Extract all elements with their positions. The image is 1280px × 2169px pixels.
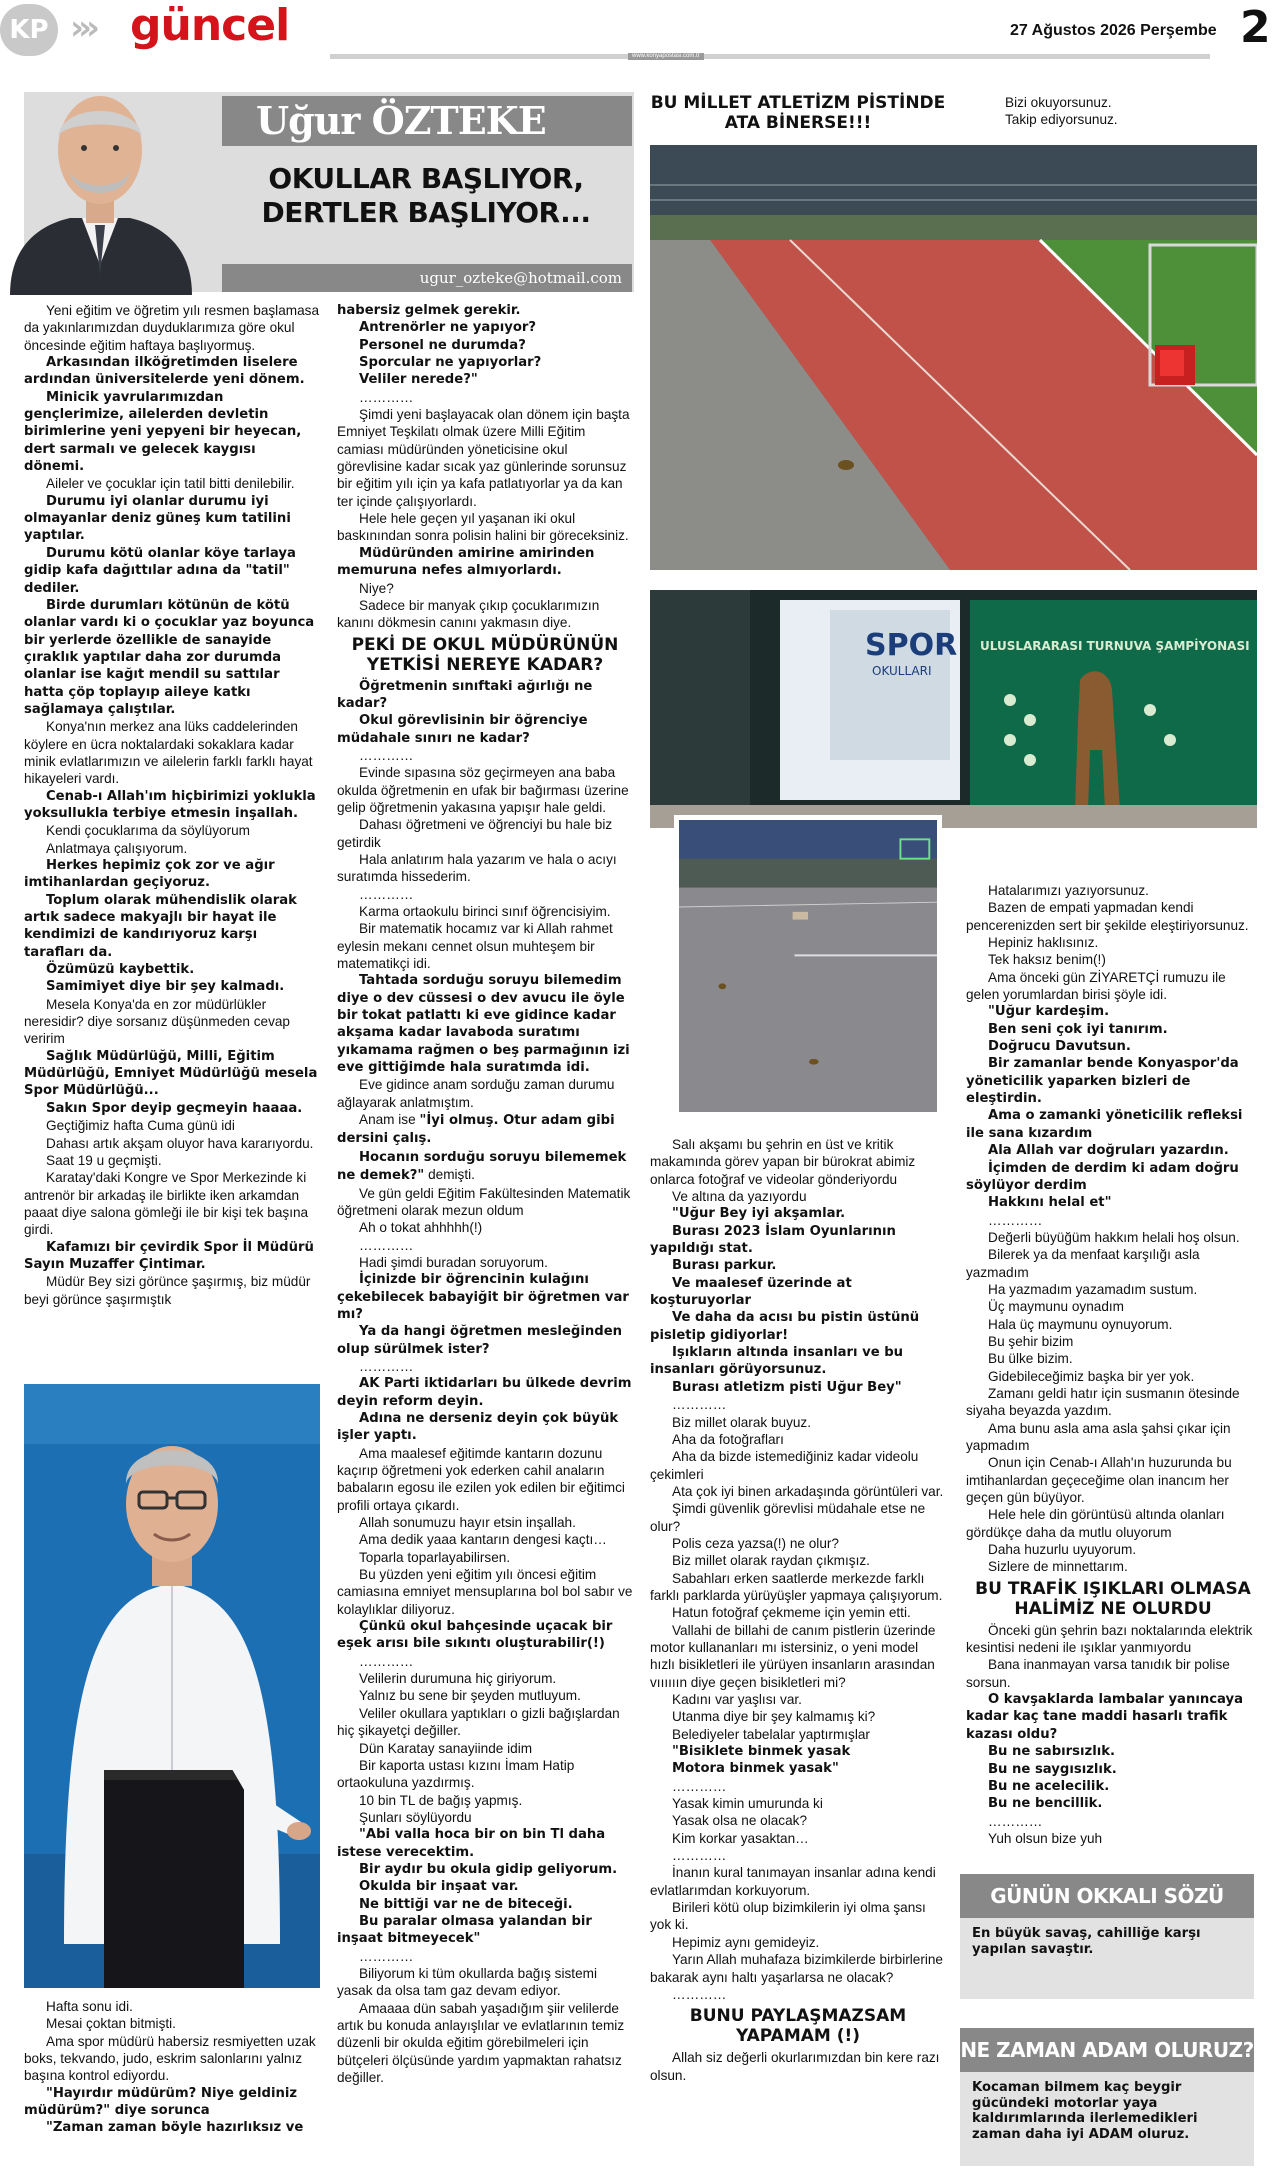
paragraph: Ah o tokat ahhhhh(!) — [359, 1220, 483, 1236]
paragraph: Birde durumları kötünün de kötü olanlar vardı ki o çocuklar yaz boyunca bir yerlerde özellikle de sanayide çıraklık yaptılar daha zor durumda olanlar ise kağıt mendil su sattılar hatta çöp toplayıp aileye katkı sağlamaya çalıştılar. — [24, 597, 315, 717]
paragraph: Ya da hangi öğretmen mesleğinden olup sürülmek ister? — [337, 1324, 623, 1357]
paragraph: Ama spor müdürü habersiz resmiyetten uzak boks, tekvando, judo, eskrim salonlarını yalnız başına kontrol ediyordu. — [24, 2033, 316, 2084]
paragraph: Sporcular ne yapıyorlar? — [359, 355, 542, 371]
paragraph: Durumu iyi olanlar durumu iyi olmayanlar deniz güneş kum tatilini yaptılar. — [24, 493, 291, 544]
quote-box-text: En büyük savaş, cahilliğe karşı yapılan savaştır. — [960, 1918, 1254, 1999]
paragraph: Samimiyet diye bir şey kalmadı. — [46, 979, 285, 995]
paragraph: Birileri kötü olup bizimkilerin iyi olma şansı yok ki. — [650, 1900, 926, 1933]
paragraph: Karatay'daki Kongre ve Spor Merkezinde ki antrenör bir arkadaş ile birlikte iken arkamdan paaat diye salona gömleği ile bir kişi tek başına girdi. — [24, 1170, 309, 1238]
paragraph: Takip ediyorsunuz. — [1005, 112, 1118, 128]
paragraph: Ama dedik yaaa kantarın dengesi kaçtı… — [359, 1532, 607, 1548]
paragraph: Dahası artık akşam oluyor hava kararıyordu. — [46, 1135, 314, 1151]
wall-sign-okullari: OKULLARI — [872, 664, 932, 678]
paragraph: Hakkını helal et" — [988, 1195, 1112, 1211]
paragraph: Aha da fotoğrafları — [672, 1431, 784, 1447]
paragraph: Evinde sıpasına söz geçirmeyen ana baba okulda öğretmenin en ufak bir bağırması üzerine gelip öğretmenin yakasına yapışır hale geldi. — [337, 765, 629, 815]
paragraph: Önceki gün şehrin bazı noktalarında elektrik kesintisi nedeni ile ışıklar yanmıyordu — [966, 1622, 1253, 1656]
subheading: BUNU PAYLAŞMAZSAM YAPAMAM (!) — [689, 2006, 907, 2047]
track-photo — [650, 145, 1257, 570]
paragraph: Şunları söylüyordu — [359, 1809, 472, 1825]
paragraph: Tek haksız benim(!) — [988, 952, 1106, 968]
paragraph: Sizlere de minnettarım. — [988, 1559, 1128, 1575]
paragraph: Salı akşamı bu şehrin en üst ve kritik makamında görev yapan bir bürokrat abimiz onlarca fotoğraf ve videolar gönderiyordu — [650, 1137, 916, 1187]
paragraph: Anlatmaya çalışıyorum. — [46, 840, 188, 856]
quote-of-the-day-box — [960, 1874, 1254, 1999]
paragraph: Veliler nerede?" — [359, 372, 478, 388]
paragraph: ………… — [359, 886, 414, 902]
paragraph: ………… — [359, 1653, 414, 1669]
paragraph: Ha yazmadım yazamadım sustum. — [988, 1281, 1198, 1297]
paragraph: İçimden de derdim ki adam doğru söylüyor derdim — [966, 1160, 1239, 1193]
paragraph: Müdüründen amirine amirinden memuruna nefes almıyorlardı. — [337, 545, 595, 579]
paragraph: Onun için Cenab-ı Allah'ın huzurunda bu imtihanlardan geçeceğime olan inancım her geçen gün büyüyor. — [966, 1455, 1232, 1506]
paragraph: Hatalarımızı yazıyorsunuz. — [988, 883, 1149, 898]
paragraph: Bu şehir bizim — [988, 1333, 1074, 1349]
paragraph: "Bisiklete binmek yasak — [672, 1744, 851, 1760]
paragraph: Hele hele geçen yıl yaşanan iki okul baskınından sonra polisin halini bir göreceksiniz. — [337, 511, 629, 544]
paragraph: Dün Karatay sanayiinde idim — [359, 1740, 533, 1756]
paragraph: Yalnız bu sene bir şeyden mutluyum. — [359, 1688, 581, 1704]
site-url: www.konyapostasi.com.tr — [628, 53, 704, 60]
paragraph: Ama önceki gün ZİYARETÇİ rumuzu ile gelen yorumlardan birisi şöyle idi. — [966, 969, 1226, 1003]
paragraph: Kadını var yaşlısı var. — [672, 1692, 802, 1707]
wall-sign-championship: ULUSLARARASI TURNUVA ŞAMPİYONASI — [980, 639, 1250, 653]
paragraph: İnanın kural tanımayan insanlar adına kendi evlatlarımdan korkuyorum. — [650, 1865, 936, 1898]
paragraph: Özümüzü kaybettik. — [46, 962, 195, 978]
paragraph: Okulda bir inşaat var. — [359, 1879, 519, 1895]
paragraph: habersiz gelmek gerekir. — [337, 303, 521, 318]
paragraph: Gidebileceğimiz başka bir yer yok. — [988, 1368, 1195, 1384]
paragraph: Durumu kötü olanlar köye tarlaya gidip kafa dağıttılar adına da "tatil" dediler. — [24, 545, 296, 596]
paragraph: Mesai çoktan bitmişti. — [46, 2016, 176, 2032]
paragraph: Bu ne acelecilik. — [988, 1778, 1110, 1794]
paragraph: Ve gün geldi Eğitim Fakültesinden Matematik öğretmeni olarak mezun oldum — [337, 1185, 631, 1218]
paragraph: Kim korkar yasaktan… — [672, 1830, 809, 1846]
paragraph: Sadece bir manyak çıkıp çocuklarımızın kanını dökmesin canını yakmasın diye. — [337, 597, 600, 631]
paragraph: 10 bin TL de bağış yapmış. — [359, 1792, 523, 1808]
paragraph: Biz millet olarak buyuz. — [672, 1414, 812, 1430]
paragraph: Çünkü okul bahçesinde uçacak bir eşek arısı bile sıkıntı oluşturabilir(!) — [337, 1619, 613, 1652]
paragraph: Yeni eğitim ve öğretim yılı resmen başlamasa da yakınlarımızdan duyduklarımıza göre okul öncesinde eğitim haftaya başlıyormuş. — [24, 303, 320, 353]
paragraph: Hele hele din görüntüsü altında olanları gördükçe daha da mutlu oluyorum — [966, 1507, 1225, 1540]
sport-director-photo — [24, 1384, 320, 1988]
paragraph: Antrenörler ne yapıyor? — [359, 320, 537, 336]
column-1-top — [24, 302, 320, 1372]
paragraph: Okul görevlisinin bir öğrenciye müdahale sınırı ne kadar? — [337, 713, 588, 746]
paragraph: Şimdi yeni başlayacak olan dönem için başta Emniyet Teşkilatı olmak üzere Milli Eğitim camiası müdüründen yöneticisine okul görevlisine kadar sıcak yaz günlerinde sorunsuz bir eğitim yılı için ya kafa patlatıyorlar ya da kan ter içinde çalışıyorlardı. — [337, 407, 630, 509]
paragraph: ………… — [672, 1986, 727, 2002]
paragraph: Hepiniz haklısınız. — [988, 935, 1099, 951]
paragraph: O kavşaklarda lambalar yanıncaya kadar kaç tane maddi hasarlı trafik kazası oldu? — [966, 1692, 1244, 1742]
paragraph: Eve gidince anam sorduğu zaman durumu ağlayarak anlatmıştım. — [337, 1077, 615, 1110]
paragraph: "Abi valla hoca bir on bin Tl daha istese verecektim. — [337, 1827, 606, 1860]
author-name: Uğur ÖZTEKE — [222, 96, 632, 146]
paragraph: Cenab-ı Allah'ım hiçbirimizi yoklukla yoksullukla terbiye etmesin inşallah. — [24, 788, 316, 821]
paragraph: Polis ceza yazsa(!) ne olur? — [672, 1535, 839, 1551]
paragraph: Biz millet olarak raydan çıkmışız. — [672, 1553, 870, 1569]
paragraph: Bir aydır bu okula gidip geliyorum. — [359, 1861, 618, 1877]
column-3 — [650, 1136, 946, 2166]
paragraph: Utanma diye bir şey kalmamış ki? — [672, 1709, 876, 1725]
paragraph: ………… — [359, 1358, 414, 1374]
paragraph: Sakın Spor deyip geçmeyin haaaa. — [46, 1100, 303, 1116]
paragraph: Hafta sonu idi. — [46, 1999, 133, 2014]
paragraph: Değerli büyüğüm hakkım helali hoş olsun. — [988, 1229, 1240, 1245]
paragraph: ………… — [672, 1778, 727, 1794]
paragraph: Bazen de empati yapmadan kendi pencerenizden sert bir şekilde eleştiriyorsunuz. — [966, 900, 1249, 933]
paragraph: Bana inanmayan varsa tanıdık bir polise sorsun. — [966, 1657, 1230, 1690]
paragraph: Burası 2023 İslam Oyunlarının yapıldığı stat. — [650, 1223, 896, 1257]
paragraph: Hatun fotoğraf çekmeme için yemin etti. — [672, 1605, 911, 1621]
paragraph: Zamanı geldi hatır için susmanın ötesinde siyaha beyazda yazdım. — [966, 1385, 1240, 1419]
paragraph: ………… — [359, 747, 414, 763]
paragraph: ………… — [359, 389, 414, 405]
paragraph: Adına ne derseniz deyin çok büyük işler yaptı. — [337, 1410, 619, 1444]
author-photo — [0, 50, 200, 295]
paragraph: Yasak kimin umurunda ki — [672, 1796, 823, 1812]
paragraph: AK Parti iktidarları bu ülkede devrim deyin reform deyin. — [337, 1376, 632, 1409]
paragraph: Velilerin durumuna hiç giriyorum. — [359, 1671, 557, 1687]
paragraph: Ben seni çok iyi tanırım. — [988, 1021, 1168, 1037]
paragraph: Sabahları erken saatlerde merkezde farklı farklı parklarda yürüyüşler yapmaya çalışıyorum. — [650, 1570, 943, 1603]
paragraph: "Uğur kardeşim. — [988, 1004, 1110, 1020]
paragraph: Bu ülke bizim. — [988, 1351, 1073, 1367]
paragraph: Allah sonumuzu hayır etsin inşallah. — [359, 1515, 576, 1531]
paragraph: ………… — [672, 1848, 727, 1864]
paragraph: Doğrucu Davutsun. — [988, 1039, 1131, 1055]
section-title: güncel — [130, 0, 290, 51]
paragraph: Yarın Allah muhafaza bizimkilerde birbirlerine bakarak aynı haltı yaşarlarsa ne olacak? — [650, 1952, 943, 1985]
paragraph: Kendi çocuklarıma da söylüyorum — [46, 823, 250, 839]
paragraph: Mesela Konya'da en zor müdürlükler neresidir? diye sorsanız düşünmeden cevap veririm — [24, 996, 290, 1047]
paragraph: Ala Allah var doğruları yazardın. — [988, 1143, 1229, 1159]
photo-story-title: BU MİLLET ATLETİZM PİSTİNDE ATA BİNERSE!!! — [650, 93, 946, 133]
paragraph: Bizi okuyorsunuz. — [1005, 95, 1112, 110]
paragraph: Burası atletizm pisti Uğur Bey" — [672, 1379, 902, 1395]
paragraph: Amaaaa dün sabah yaşadığım şiir velilerde artık bu konuda anlayışlılar ve evlatlarının temiz düzenli bir okulda eğitim görebilmeleri için bütçeleri ölçüsünde yardım yapmaktan rahatsız değiller. — [337, 2000, 625, 2086]
paragraph: Dahası öğretmeni ve öğrenciyi bu hale biz getirdik — [337, 817, 613, 850]
paragraph: "Zaman zaman böyle hazırlıksız ve — [46, 2120, 304, 2136]
paragraph: ………… — [988, 1813, 1043, 1829]
issue-date: 27 Ağustos 2026 Perşembe — [1010, 22, 1217, 39]
callout-box-title: NE ZAMAN ADAM OLURUZ? — [960, 2028, 1254, 2072]
paragraph: Üç maymunu oynadım — [988, 1299, 1124, 1315]
page-number: 2 — [1240, 2, 1271, 53]
paragraph: Geçtiğimiz hafta Cuma günü idi — [46, 1118, 235, 1134]
paragraph: Sağlık Müdürlüğü, Milli, Eğitim Müdürlüğü, Emniyet Müdürlüğü mesela Spor Müdürlüğü... — [24, 1048, 318, 1099]
paragraph: Aha da bizde istemediğiniz kadar videolu çekimleri — [650, 1449, 919, 1482]
paragraph: Bilerek ya da menfaat karşılığı asla yazmadım — [966, 1247, 1200, 1280]
paragraph: "Uğur Bey iyi akşamlar. — [672, 1206, 846, 1222]
paragraph: Konya'nın merkez ana lüks caddelerinden köylere en ücra noktalardaki sokaklara kadar minik evlatlarımızın ve ailelerin farklı farklı hayat hikayeleri vardı. — [24, 719, 313, 787]
article-headline — [226, 162, 626, 230]
paragraph: Bir matematik hocamız var ki Allah rahmet eylesin mekanı cennet olsun muhteşem bir matematikçi idi. — [337, 921, 613, 972]
chevron-arrows-icon: ››› — [70, 8, 95, 48]
paragraph: Şimdi güvenlik görevlisi müdahale etse ne olur? — [650, 1501, 926, 1534]
paragraph: Toplum olarak mühendislik olarak artık sadece makyajlı bir hayat ile kendimizi de kandırıyoruz karşı tarafları da. — [24, 892, 297, 960]
paragraph: Saat 19 u geçmişti. — [46, 1152, 162, 1168]
quote-box-title: GÜNÜN OKKALI SÖZÜ — [960, 1874, 1254, 1918]
paragraph: Bu ne sabırsızlık. — [988, 1744, 1116, 1760]
paragraph: Ata çok iyi binen arkadaşında görüntüleri var. — [672, 1483, 944, 1499]
headline-line-1: OKULLAR BAŞLIYOR, — [268, 162, 584, 195]
paragraph: ………… — [359, 1948, 414, 1964]
paragraph: Hepimiz aynı gemideyiz. — [672, 1934, 820, 1950]
paragraph: Bu ne bencillik. — [988, 1796, 1103, 1812]
paragraph: "Hayırdır müdürüm? Niye geldiniz müdürüm?" diye sorunca — [24, 2085, 298, 2119]
paragraph: Ve daha da acısı bu pistin üstünü pisletip gidiyorlar! — [650, 1310, 920, 1343]
horse-at-stadium-photo — [650, 590, 1257, 828]
paragraph: Yasak olsa ne olacak? — [672, 1813, 808, 1829]
paragraph: Veliler okullara yaptıkları o gizli bağışlardan hiç şikayetçi değiller. — [337, 1705, 620, 1739]
paragraph: Ve altına da yazıyordu — [672, 1189, 807, 1205]
paragraph: Daha huzurlu uyuyorum. — [988, 1542, 1137, 1558]
subheading: PEKİ DE OKUL MÜDÜRÜNÜN YETKİSİ NEREYE KADAR? — [351, 634, 619, 675]
column-1-bottom — [24, 1998, 320, 2166]
paragraph: Karma ortaokulu birinci sınıf öğrencisiyim. — [359, 904, 611, 919]
paragraph: Bir kaporta ustası kızını İmam Hatip ortaokuluna yazdırmış. — [337, 1757, 575, 1791]
header-rule — [330, 54, 1210, 59]
paragraph: Bir zamanlar bende Konyaspor'da yöneticilik yaparken bizleri de eleştirdin. — [966, 1056, 1239, 1107]
when-will-we-be-people-box — [960, 2028, 1254, 2166]
paragraph: Ne bittiği var ne de biteceği. — [359, 1896, 573, 1912]
paragraph: Hala anlatırım hala yazarım ve hala o acıyı suratımda hissederim. — [337, 851, 617, 885]
paragraph: Hala üç maymunu oynuyorum. — [988, 1316, 1173, 1332]
paragraph: Işıkların altında insanları ve bu insanları görüyorsunuz. — [650, 1345, 904, 1378]
paragraph: Anam ise "İyi olmuş. Otur adam gibi dersini çalış. — [337, 1112, 615, 1147]
paragraph: Ama bunu asla ama asla şahsi çıkar için yapmadım — [966, 1420, 1231, 1453]
paragraph: Aileler ve çocuklar için tatil bitti denilebilir. — [46, 476, 295, 492]
headline-line-2: DERTLER BAŞLIYOR... — [261, 196, 591, 229]
paragraph: Bu yüzden yeni eğitim yılı öncesi eğitim camiasına emniyet mensuplarına bol bol sabır ve kolaylıklar diliyoruz. — [337, 1567, 633, 1617]
paragraph: ………… — [672, 1397, 727, 1413]
column-4 — [966, 882, 1260, 1886]
kp-logo[interactable]: KP — [0, 4, 58, 56]
column-4-top — [983, 94, 1257, 134]
paragraph: Bu paralar olmasa yalandan bir inşaat bitmeyecek" — [337, 1913, 592, 1947]
paragraph: Bu ne saygısızlık. — [988, 1761, 1117, 1777]
paragraph: Motora binmek yasak" — [672, 1761, 839, 1777]
column-2 — [337, 302, 633, 2168]
night-track-photo — [674, 815, 942, 1117]
paragraph: Öğretmenin sınıftaki ağırlığı ne kadar? — [337, 678, 593, 711]
paragraph: Yuh olsun bize yuh — [988, 1830, 1103, 1846]
paragraph: Burası parkur. — [672, 1258, 777, 1274]
paragraph: İçinizde bir öğrencinin kulağını çekebilecek babayiğit bir öğretmen var mı? — [337, 1272, 629, 1322]
paragraph: Herkes hepimiz çok zor ve ağır imtihanlardan geçiyoruz. — [24, 858, 275, 891]
paragraph: Tahtada sorduğu soruyu bilemedim diye o dev cüssesi o dev avucu ile öyle bir tokat patlattı ki eve gidince kadar akşama kadar lavaboda suratımı yıkamama rağmen o beş parmağının izi eve gittiğimde hala suratımda idi. — [337, 973, 630, 1076]
author-email[interactable]: ugur_ozteke@hotmail.com — [222, 264, 632, 292]
paragraph: Personel ne durumda? — [359, 337, 526, 353]
paragraph: Belediyeler tabelalar yaptırmışlar — [672, 1726, 870, 1742]
paragraph: Toparla toparlayabilirsen. — [359, 1549, 511, 1565]
paragraph: Kafamızı bir çevirdik Spor İl Müdürü Sayın Muzaffer Çintimar. — [24, 1239, 314, 1272]
paragraph: Niye? — [359, 580, 394, 596]
paragraph: Vallahi de billahi de canım pistlerin üzerinde motor kullananları mı istersiniz, o yeni model hızlı bisikletleri ile yürüyen insanların arasından vıııııın diye geçen bisikletleri mi? — [650, 1622, 936, 1690]
paragraph: Hocanın sorduğu soruyu bilememek ne demek?" demişti. — [337, 1149, 627, 1184]
paragraph: Allah siz değerli okurlarımızdan bin kere razı olsun. — [650, 2050, 940, 2083]
paragraph: Müdür Bey sizi görünce şaşırmış, biz müdür beyi görünce şaşırmıştık — [24, 1274, 311, 1307]
paragraph: Minicik yavrularımızdan gençlerimize, ailelerden devletin birimlerine yeni yepyeni bir heyecan, dert sarmalı ve gelecek kaygısı dönemi. — [24, 389, 302, 475]
paragraph: Ve maalesef üzerinde at koşturuyorlar — [650, 1275, 852, 1309]
wall-sign-spor: SPOR — [865, 628, 958, 663]
paragraph: ………… — [988, 1212, 1043, 1228]
paragraph: ………… — [359, 1237, 414, 1253]
subheading: BU TRAFİK IŞIKLARI OLMASA HALİMİZ NE OLURDU — [975, 1578, 1251, 1619]
paragraph: Ama o zamanki yöneticilik refleksi ile sana kızardım — [966, 1108, 1243, 1141]
paragraph: Arkasından ilköğretimden liselere ardından üniversitelerde yeni dönem. — [24, 355, 305, 388]
paragraph: Biliyorum ki tüm okullarda bağış sistemi yasak da olsa tam gaz devam ediyor. — [337, 1965, 597, 1999]
callout-box-text: Kocaman bilmem kaç beygir gücündeki motorlar yaya kaldırımlarında ilerlemedikleri zaman daha iyi ADAM oluruz. — [960, 2072, 1254, 2166]
paragraph: Hadi şimdi buradan soruyorum. — [359, 1254, 548, 1270]
paragraph: Ama maalesef eğitimde kantarın dozunu kaçırıp öğretmeni yok ederken cahil anaların babaların egosu ile ezilen yok edilen bir eğitimci profili ortaya çıkardı. — [337, 1445, 625, 1513]
